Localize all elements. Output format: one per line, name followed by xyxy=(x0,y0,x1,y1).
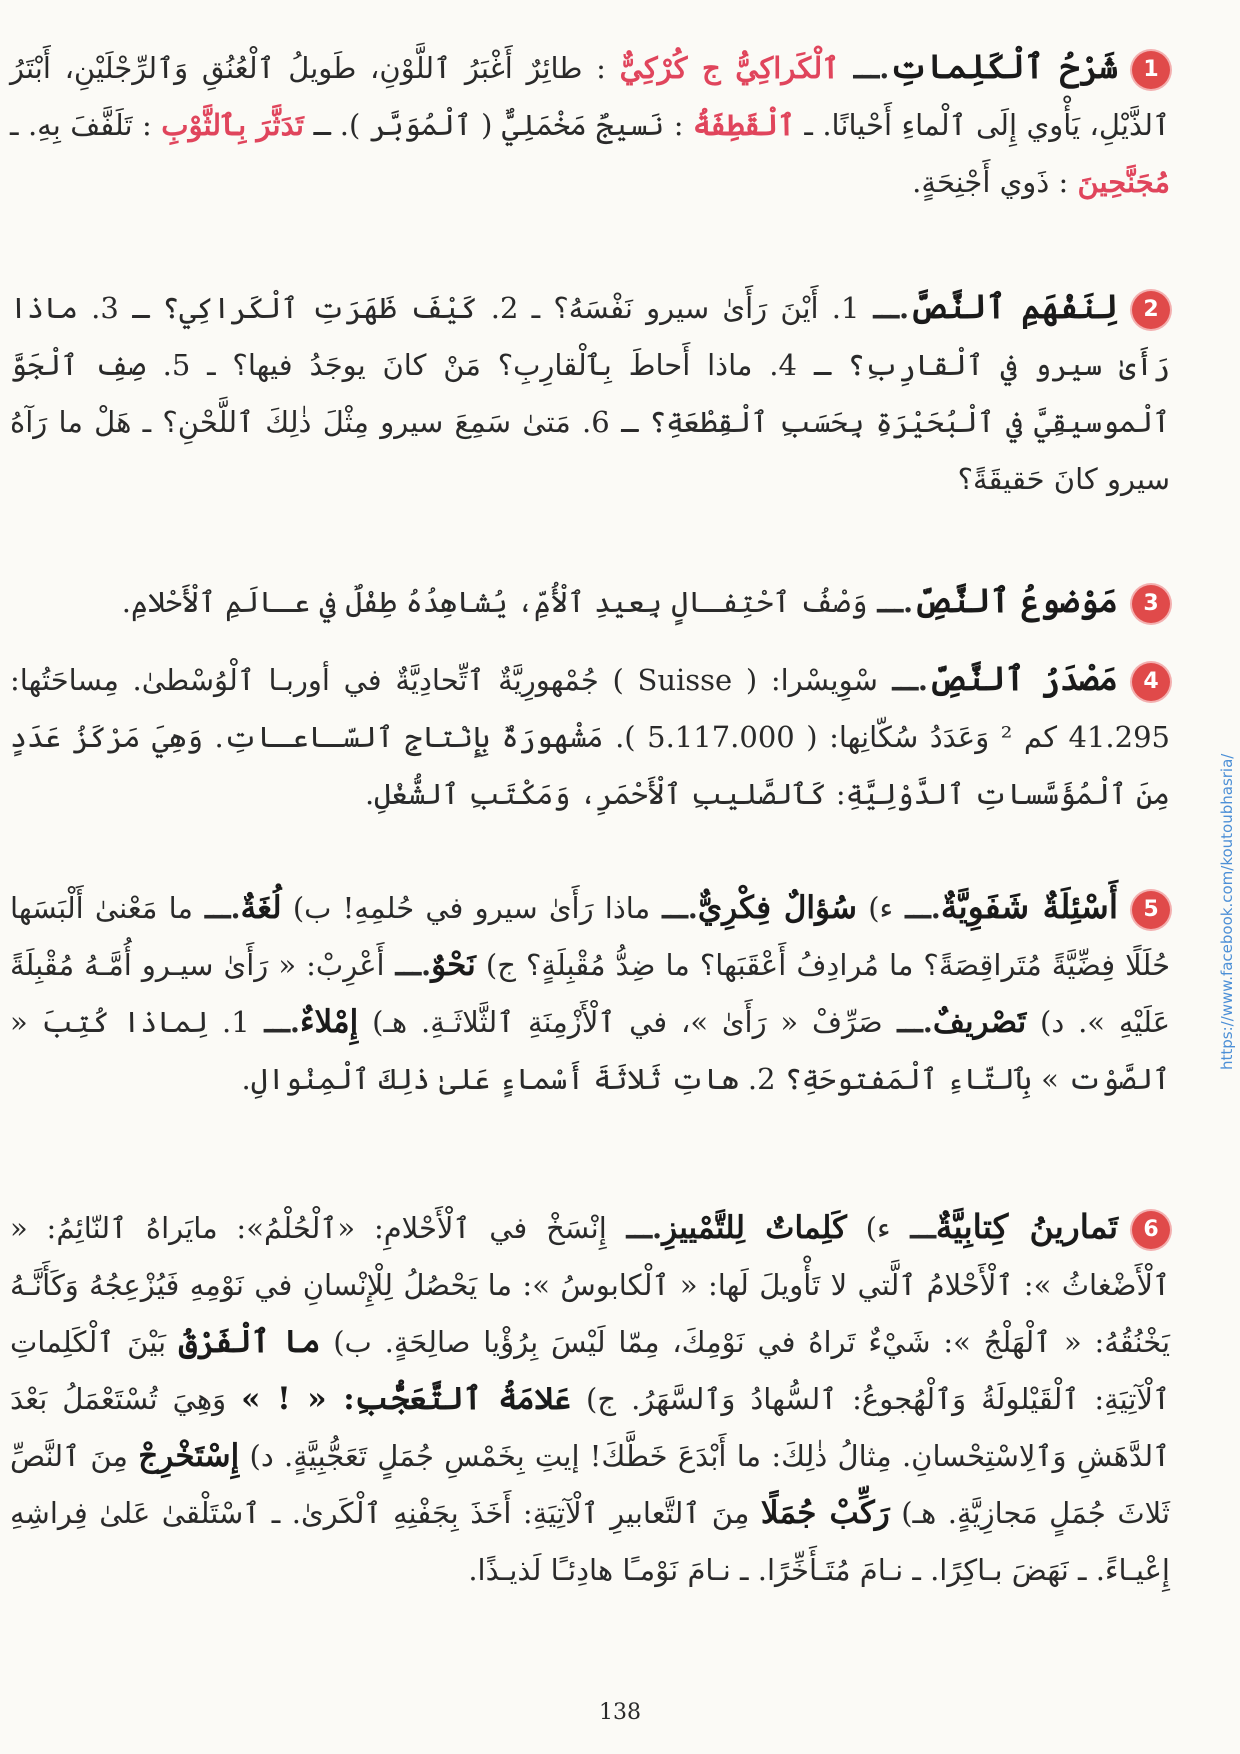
subsection-title: ما ٱلْفَرْقُ xyxy=(178,1324,321,1360)
vocab-word: تَدَثَّرَ بِٱلثَّوْبِ xyxy=(161,108,304,142)
subsection-text: 1. لِماذا كُتِبَ « ٱلصَّوْت » بِٱلتّاءِ ٱلْمَفتوحَةِ؟ 2. هاتِ ثَلاثَةَ أَسْماءٍ عَلىٰ ذٰلِكَ ٱلْمِنْوالِ. xyxy=(10,1005,1170,1096)
section-comprehension xyxy=(10,278,1170,508)
title-dash: .ـــ xyxy=(384,948,432,982)
section-number-badge: 2 xyxy=(1132,291,1170,329)
title-dash: .ـــ xyxy=(839,51,890,85)
subsection-text: أَعْرِبْ: « رَأَىٰ سيـرو أُمَّـهُ مُقْبِلَةً عَلَيْهِ ». د) xyxy=(10,948,1171,1039)
section-vocabulary xyxy=(10,38,1170,211)
subsection-text: مِنَ ٱلنَّصِّ ثَلاثَ جُمَلٍ مَجازِيَّةٍ. هـ) xyxy=(10,1439,1170,1530)
title-dash: .ـــ xyxy=(877,663,929,697)
title-dash: .ـــ xyxy=(192,891,241,925)
comprehension-questions: 1. أَيْنَ رَأَىٰ سيرو نَفْسَهُ؟ ـ 2. كَيْفَ ظَهَرَتِ ٱلْكَراكِي؟ ـ 3. ماذا رَأَىٰ سيرو في ٱلْقارِبِ؟ ـ 4. ماذا أَحاطَ بِٱلْقارِبِ؟ مَنْ كانَ يوجَدُ فيها؟ ـ 5. صِفِ ٱلْجَوَّ ٱلْموسيقِيَّ في ٱلْبُحَيْرَةِ بِحَسَبِ ٱلْقِطْعَةِ؟ ـ 6. مَتىٰ سَمِعَ سيرو مِثْلَ ذٰلِكَ ٱللَّحْنِ؟ ـ هَلْ ما رَآهُ سيرو كانَ حَقيقَةً؟ xyxy=(10,291,1170,496)
title-dash: ـــ xyxy=(890,1211,936,1245)
section-title: أَسْئِلَةٌ شَفَوِيَّةٌ xyxy=(940,887,1118,926)
section-number-badge: 1 xyxy=(1132,51,1170,89)
topic-text: وَصْفُ ٱحْتِفـالٍ بِعيدِ ٱلْأُمِّ، يُشاهِدُهُ طِفْلٌ في عـالَمِ ٱلْأَحْلامِ. xyxy=(121,585,868,619)
subsection-title: إِمْلاءٌ xyxy=(299,1004,359,1040)
vocab-word: مُجَنَّحِينَ xyxy=(1077,165,1170,199)
side-watermark-url: https://www.facebook.com/koutoubhasria/ xyxy=(1218,753,1236,1070)
title-dash: .ـــ xyxy=(893,891,941,925)
item-marker: ء) xyxy=(865,1211,891,1245)
title-dash: .ـــ xyxy=(606,1211,663,1245)
section-number-badge: 3 xyxy=(1132,585,1170,623)
subsection-title: عَلامَةُ ٱلتَّعَجُّبِ: « ! » xyxy=(241,1381,572,1417)
section-title: لِنَفْهَمِ ٱلنَّصَّ xyxy=(909,287,1118,326)
subsection-title: رَكِّبْ جُمَلًا xyxy=(760,1495,890,1531)
vocab-definition: : تَلَفَّفَ بِهِ. ـ xyxy=(10,108,152,142)
subsection-title: لُغَةٌ xyxy=(240,890,282,926)
section-topic xyxy=(10,572,1170,631)
title-dash: .ـــ xyxy=(650,891,698,925)
item-marker: ء) xyxy=(868,891,894,925)
section-oral-questions xyxy=(10,878,1170,1108)
title-dash: .ـــ xyxy=(859,291,910,325)
vocab-definition: : نَسيجٌ مَخْمَلِيٌّ ( ٱلْمُوَبَّر ). ـ xyxy=(313,108,684,142)
subsection-text: بَيْنَ ٱلْكَلِماتِ ٱلْآتِيَةِ: ٱلْقَيْلولَةُ وَٱلْهُجوعُ: ٱلسُّهادُ وَٱلسَّهَرُ. ج) xyxy=(10,1325,1171,1416)
title-dash: .ـــ xyxy=(249,1005,300,1039)
subsection-text: ماذا رَأَىٰ سيرو في حُلمِهِ! ب) xyxy=(292,891,651,925)
section-title: مَصْدَرُ ٱلنَّصِّ xyxy=(928,659,1119,698)
subsection-text: صَرِّفْ « رَأَىٰ »، في ٱلْأَزْمِنَةِ ٱلثَّلاثَـةِ. هـ) xyxy=(372,1005,883,1039)
subsection-text: إِنْسَخْ في ٱلْأَحْلامِ: «ٱلْحُلْمُ»: مايَراهُ ٱلنّائِمُ: « ٱلْأَضْغاثُ »: ٱلْأَحْلامُ ٱلَّتي لا تَأْويلَ لَها: « ٱلْكابوسُ »: ما يَحْصُلُ لِلْإِنْسانِ في نَوْمِهِ فَيُزْعِجُهُ وَكَأَنَّـهُ يَخْنُقُهُ: « ٱلْهَلْجُ »: شَيْءٌ تَراهُ في نَوْمِكَ، مِمّا لَيْسَ بِرُؤْيا صالِحَةٍ. ب) xyxy=(10,1211,1171,1359)
section-written-exercises xyxy=(10,1198,1170,1599)
section-number-badge: 4 xyxy=(1132,663,1170,701)
section-title: مَوْضوعُ ٱلنَّصِّ xyxy=(913,581,1118,620)
subsection-text: ما مَعْنىٰ أَلْبَسَها حُلَلًا فِضِّيَّةً مُتَراقِصَةً؟ ما مُرادِفُ أَعْقَبَها؟ ما ضِدُّ مُقْبِلَةٍ؟ ج) xyxy=(10,891,1171,982)
section-number-badge: 5 xyxy=(1132,891,1170,929)
page-number: 138 xyxy=(599,1700,641,1725)
vocab-definition: : طائِرٌ أَغْبَرُ ٱللَّوْنِ، طَويلُ ٱلْعُنُقِ وَٱلرِّجْلَيْنِ، أَبْتَرُ ٱلذَّيْلِ، يَأْوي إِلَى ٱلْماءِ أَحْيانًا. ـ xyxy=(10,51,1171,142)
subsection-title: نَحْوٌ xyxy=(431,947,476,983)
title-dash: .ـــ xyxy=(867,585,914,619)
subsection-title: سُؤالٌ فِكْرِيٌّ xyxy=(697,890,858,926)
vocab-word: ٱلْكَراكِيُّ ج كُرْكِيٌّ xyxy=(619,51,840,85)
section-number-badge: 6 xyxy=(1132,1211,1170,1249)
title-dash: .ـــ xyxy=(882,1005,933,1039)
vocab-definition: : ذَوي أَجْنِحَةٍ. xyxy=(912,165,1069,199)
subsection-text: وَهِيَ تُسْتَعْمَلُ بَعْدَ ٱلدَّهَشِ وَٱلِاسْتِحْسانِ. مِثالُ ذٰلِكَ: ما أَبْدَعَ خَطَّكَ! إيتِ بِخَمْسِ جُمَلٍ تَعَجُّبِيَّةٍ. د) xyxy=(10,1382,1171,1473)
subsection-text: مِنَ ٱلتَّعابيرِ ٱلْآتِيَةِ: أَخَذَ بِجَفْنِهِ ٱلْكَرىٰ. ـ ٱسْتَلْقىٰ عَلىٰ فِراشِهِ إِعْيـاءً. ـ نَهَضَ بـاكِرًا. ـ نـامَ مُتَـأَخِّرًا. ـ نـامَ نَوْمـًا هادِئـًا لَذيـذًا. xyxy=(10,1496,1170,1587)
section-source xyxy=(10,650,1170,823)
section-title: شَرْحُ ٱلْكَلِماتِ xyxy=(889,47,1119,86)
vocab-word: ٱلْقَطِفَةُ xyxy=(692,108,795,142)
subsection-title: إِسْتَخْرِجْ xyxy=(138,1438,240,1474)
source-text: سْوِيسْرا: ( Suisse ) جُمْهورِيَّةٌ ٱتِّحادِيَّةٌ في أوربـا ٱلْوُسْطىٰ. مِساحَتُها: 41.295 كم ² وَعَدَدُ سُكّانِها: ( 5.117.000 ). مَشْهورَةٌ بِإِنْتاجِ ٱلسّـاعـاتِ. وَهِيَ مَرْكَزُ عَدَدٍ مِنَ ٱلْمُؤَسَّساتِ ٱلدَّوْلِيَّةِ: كَٱلصَّليبِ ٱلْأَحْمَرِ، وَمَكْتَبِ ٱلشُّغْلِ. xyxy=(10,663,1170,811)
subsection-title: تَصْريفٌ xyxy=(932,1004,1027,1040)
subsection-title: كَلِماتٌ لِلتَّمْييزِ xyxy=(662,1210,847,1246)
section-title: تَمارينُ كِتابِيَّةٌ xyxy=(935,1207,1119,1246)
